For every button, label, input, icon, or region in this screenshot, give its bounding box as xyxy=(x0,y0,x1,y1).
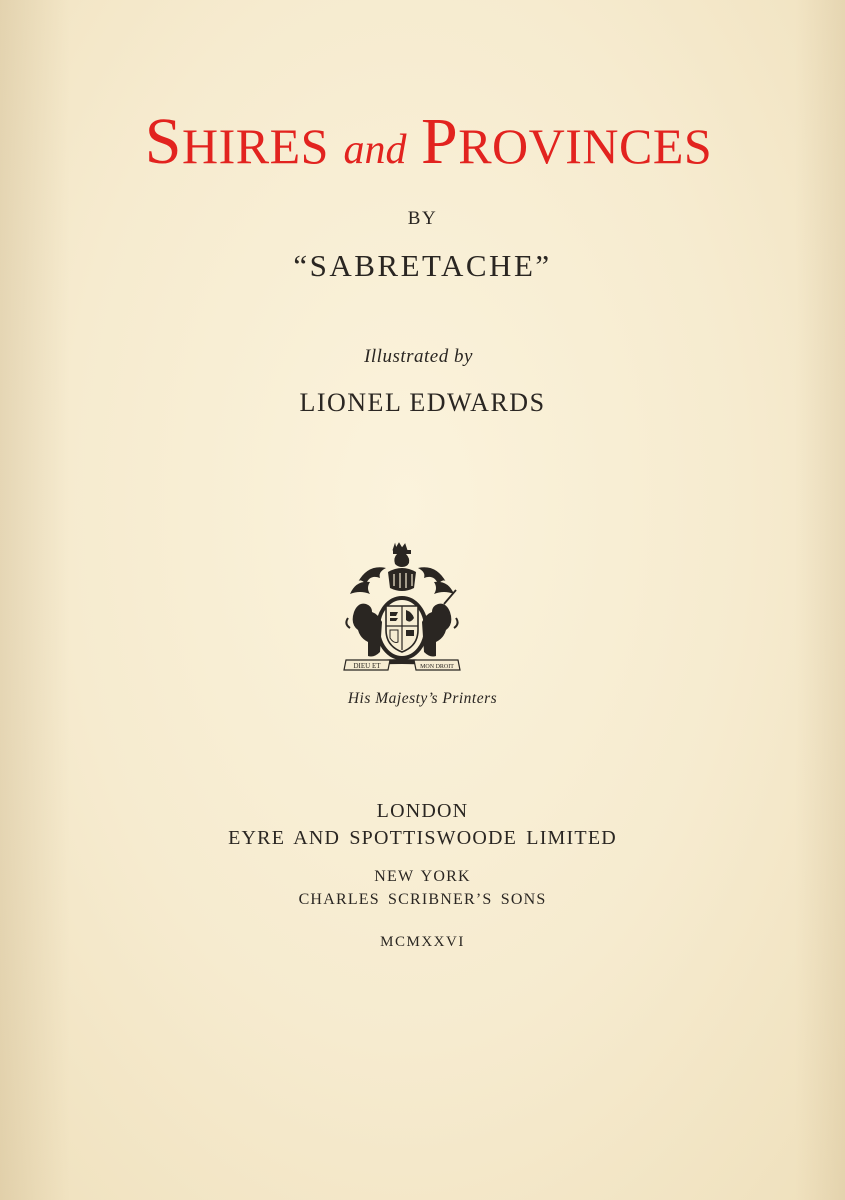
imprint-city-secondary: NEW YORK xyxy=(374,868,471,885)
title-conjunction: and xyxy=(343,127,407,173)
title-initial-s: S xyxy=(144,105,182,178)
author-name: “SABRETACHE” xyxy=(293,248,552,283)
title-initial-p: P xyxy=(420,105,459,178)
illustrator-name: LIONEL EDWARDS xyxy=(299,388,546,417)
title-word-shires: HIRES xyxy=(182,118,329,174)
book-title xyxy=(6,105,845,182)
royal-coat-of-arms-icon xyxy=(340,542,464,680)
crest-caption: His Majesty’s Printers xyxy=(347,690,498,707)
publication-date: MCMXXVI xyxy=(380,934,465,950)
byline: BY xyxy=(407,208,438,229)
imprint-city: LONDON xyxy=(376,800,469,822)
crest-motto-left: DIEU ET xyxy=(353,662,381,670)
imprint-publisher: EYRE AND SPOTTISWOODE LIMITED xyxy=(228,827,617,849)
imprint-publisher-secondary: CHARLES SCRIBNER’S SONS xyxy=(298,891,547,908)
crest-motto-right: MON DROIT xyxy=(420,664,454,670)
illustrated-by-label: Illustrated by xyxy=(364,346,473,367)
title-word-provinces: ROVINCES xyxy=(458,118,713,174)
